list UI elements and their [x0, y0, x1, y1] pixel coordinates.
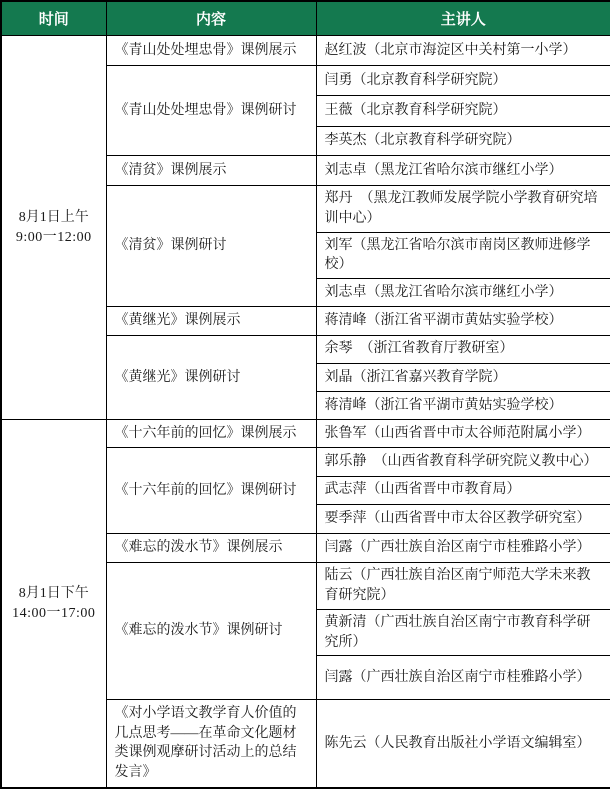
content-cell: 《清贫》课例研讨 — [106, 186, 316, 307]
content-cell: 《难忘的泼水节》课例研讨 — [106, 563, 316, 699]
schedule-body — [1, 36, 610, 789]
speaker-cell: 余琴 （浙江省教育厅教研室） — [316, 335, 610, 363]
table-row — [1, 420, 610, 448]
header-time: 时间 — [1, 1, 106, 36]
time-date: 8月1日上午 — [18, 209, 89, 225]
speaker-cell: 张鲁军（山西省晋中市太谷师范附属小学） — [316, 420, 610, 448]
time-date: 8月1日下午 — [18, 585, 89, 601]
speaker-cell: 刘晶（浙江省嘉兴教育学院） — [316, 363, 610, 391]
speaker-cell: 闫露（广西壮族自治区南宁市桂雅路小学） — [316, 656, 610, 699]
content-cell: 《对小学语文教学育人价值的几点思考——在革命文化题材类课例观摩研讨活动上的总结发言》 — [106, 699, 316, 788]
time-range: 14:00一17:00 — [12, 605, 96, 621]
time-cell — [1, 36, 106, 420]
speaker-cell: 蒋清峰（浙江省平湖市黄姑实验学校） — [316, 307, 610, 335]
table-row — [1, 36, 610, 66]
speaker-cell: 赵红波（北京市海淀区中关村第一小学） — [316, 36, 610, 66]
content-cell: 《青山处处埋忠骨》课例研讨 — [106, 66, 316, 156]
speaker-cell: 要季萍（山西省晋中市太谷区教学研究室） — [316, 504, 610, 533]
content-cell: 《难忘的泼水节》课例展示 — [106, 534, 316, 563]
header-row — [1, 1, 610, 36]
content-cell: 《黄继光》课例展示 — [106, 307, 316, 335]
speaker-cell: 郭乐静 （山西省教育科学研究院义教中心） — [316, 448, 610, 476]
speaker-cell: 闫勇（北京教育科学研究院） — [316, 66, 610, 96]
speaker-cell: 刘志卓（黑龙江省哈尔滨市继红小学） — [316, 279, 610, 307]
speaker-cell: 闫露（广西壮族自治区南宁市桂雅路小学） — [316, 534, 610, 563]
content-cell: 《黄继光》课例研讨 — [106, 335, 316, 420]
speaker-cell: 陈先云（人民教育出版社小学语文编辑室） — [316, 699, 610, 788]
speaker-cell: 刘志卓（黑龙江省哈尔滨市继红小学） — [316, 155, 610, 185]
speaker-cell: 王薇（北京教育科学研究院） — [316, 96, 610, 126]
time-cell — [1, 420, 106, 788]
speaker-cell: 刘军（黑龙江省哈尔滨市南岗区教师进修学校） — [316, 232, 610, 279]
speaker-cell: 郑丹 （黑龙江教师发展学院小学教育研究培训中心） — [316, 186, 610, 233]
speaker-cell: 陆云（广西壮族自治区南宁师范大学未来教育研究院） — [316, 563, 610, 610]
speaker-cell: 李英杰（北京教育科学研究院） — [316, 126, 610, 155]
content-cell: 《十六年前的回忆》课例展示 — [106, 420, 316, 448]
header-speaker: 主讲人 — [316, 1, 610, 36]
header-content: 内容 — [106, 1, 316, 36]
speaker-cell: 黄新清（广西壮族自治区南宁市教育科学研究所） — [316, 609, 610, 656]
content-cell: 《清贫》课例展示 — [106, 155, 316, 185]
content-cell: 《十六年前的回忆》课例研讨 — [106, 448, 316, 534]
speaker-cell: 武志萍（山西省晋中市教育局） — [316, 476, 610, 504]
content-cell: 《青山处处埋忠骨》课例展示 — [106, 36, 316, 66]
time-range: 9:00一12:00 — [15, 229, 92, 245]
speaker-cell: 蒋清峰（浙江省平湖市黄姑实验学校） — [316, 391, 610, 419]
